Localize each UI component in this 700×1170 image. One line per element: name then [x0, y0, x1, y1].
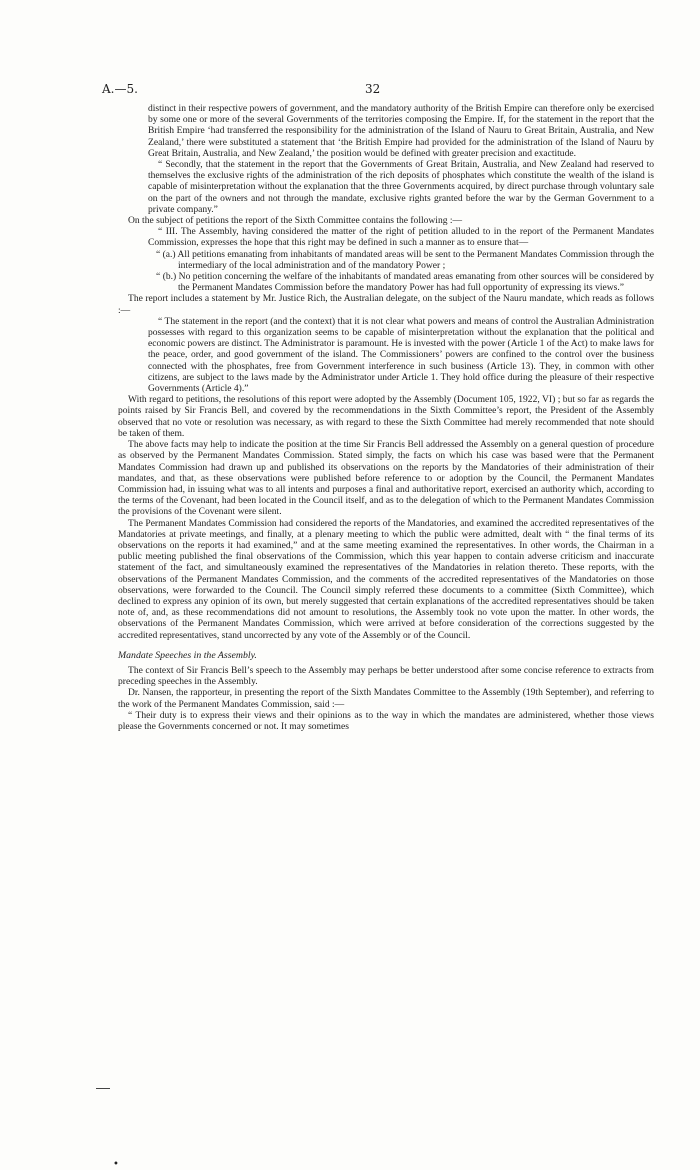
- paragraph: The Permanent Mandates Commission had considered the reports of the Mandatories, and examined the accredited representatives of the Mandatories at private meetings, and finally, at a plenary meeting to which the public were admitted, dealt with “ the final terms of its observations on the reports it had examined,” and at the same meeting examined the representatives. In other words, the Chairman in a public meeting published the final observations of the Commission, which this year happen to contain adverse criticism and inaccurate statement of the fact, and simultaneously examined the representatives of the Mandatories in relation thereto. These reports, with the observations of the Permanent Mandates Commission, and the comments of the accredited representatives of the Mandatories on those observations, were forwarded to the Council. The Council simply referred these documents to a committee (Sixth Committee), which declined to express any opinion of its own, but merely suggested that certain explanations of the accredited representatives should be taken note of, and, as these recommendations did not amount to resolutions, the Assembly took no vote upon the matter. In other words, the observations of the Permanent Mandates Commission, which were arrived at before consideration of the corrections suggested by the accredited representatives, stand uncorrected by any vote of the Assembly or of the Council.: [118, 517, 654, 641]
- footer-rule: [96, 1088, 110, 1089]
- page-body: [118, 103, 654, 732]
- page-speck-mark: •: [113, 1159, 119, 1170]
- paragraph: With regard to petitions, the resolutions of this report were adopted by the Assembly (Document 105, 1922, VI) ; but so far as regards the points raised by Sir Francis Bell, and covered by the recommendations in the Sixth Committee’s report, the President of the Assembly observed that no vote or resolution was necessary, as with regard to these the Sixth Committee had merely recommended that note should be taken of them.: [118, 394, 654, 439]
- running-header: [0, 82, 700, 96]
- paragraph: “ Their duty is to express their views and their opinions as to the way in which the mandates are administered, whether those views please the Governments concerned or not. It may sometimes: [118, 709, 654, 732]
- paragraph: The report includes a statement by Mr. Justice Rich, the Australian delegate, on the subject of the Nauru mandate, which reads as follows :—: [118, 293, 654, 316]
- paragraph: “ Secondly, that the statement in the report that the Governments of Great Britain, Australia, and New Zealand had reserved to themselves the exclusive rights of the administration of the rich deposits of phosphates which constitute the wealth of the island is capable of misinterpretation without the explanation that the three Governments acquired, by direct purchase through voluntary sale on the part of the owners and not through the mandate, exclusive rights granted before the war by the German Government to a private company.”: [148, 159, 654, 215]
- body-text-part-2: [118, 665, 654, 732]
- paragraph: “ (a.) All petitions emanating from inhabitants of mandated areas will be sent to the Permanent Mandates Commission through the intermediary of the local administration and of the mandatory Power ;: [156, 248, 654, 271]
- paragraph: The context of Sir Francis Bell’s speech to the Assembly may perhaps be better understood after some concise reference to extracts from preceding speeches in the Assembly.: [118, 664, 654, 688]
- document-reference: A.—5.: [102, 82, 138, 96]
- paragraph: “ III. The Assembly, having considered the matter of the right of petition alluded to in the report of the Permanent Mandates Commission, expresses the hope that this right may be defined in such a manner as to ensure that—: [148, 226, 654, 249]
- paragraph: Dr. Nansen, the rapporteur, in presenting the report of the Sixth Mandates Committee to the Assembly (19th September), and referring to the work of the Permanent Mandates Commission, said :—: [118, 687, 654, 710]
- paragraph: On the subject of petitions the report of the Sixth Committee contains the following :—: [128, 215, 463, 227]
- paragraph: The above facts may help to indicate the position at the time Sir Francis Bell addressed the Assembly on a general question of procedure as observed by the Permanent Mandates Commission. Stated simply, the facts on which his case was based were that the Permanent Mandates Commission had drawn up and published its observations on the reports by the Mandatories of their administration of their mandates, and that, as these observations were published before reference to or adoption by the Council, the Permanent Mandates Commission had, in issuing what was to all intents and purposes a final and authoritative report, exercised an authority which, according to the terms of the Covenant, had been located in the Council itself, and as to the delegation of which to the Permanent Mandates Commission the provisions of the Covenant were silent.: [118, 439, 654, 518]
- paragraph: distinct in their respective powers of government, and the mandatory authority of the British Empire can therefore only be exercised by some one or more of the several Governments of the territories composing the Empire. If, for the statement in the report that the British Empire ‘had transferred the responsibility for the administration of the Island of Nauru to Great Britain, Australia, and New Zealand,’ there were substituted a statement that ‘the British Empire had provided for the administration of the Island of Nauru by Great Britain, Australia, and New Zealand,’ the position would be defined with greater precision and exactitude.: [148, 103, 654, 159]
- page-number: 32: [365, 82, 381, 96]
- body-text-part-1: [118, 103, 654, 641]
- section-heading: Mandate Speeches in the Assembly.: [118, 649, 257, 661]
- paragraph: “ The statement in the report (and the context) that it is not clear what powers and means of control the Australian Administration possesses with regard to this organization seems to be capable of misinterpretation without the explanation that the political and economic powers are distinct. The Administrator is paramount. He is invested with the power (Article 1 of the Act) to make laws for the peace, order, and good government of the island. The Commissioners’ powers are confined to the control over the business connected with the phosphates, free from Government interference in such business (Article 13). They, in common with other citizens, are subject to the laws made by the Administrator under Article 1. They hold office during the pleasure of their respective Governments (Article 4).”: [148, 315, 654, 395]
- paragraph: “ (b.) No petition concerning the welfare of the inhabitants of mandated areas emanating from other sources will be considered by the Permanent Mandates Commission before the mandatory Power has had full opportunity of expressing its views.”: [156, 271, 654, 294]
